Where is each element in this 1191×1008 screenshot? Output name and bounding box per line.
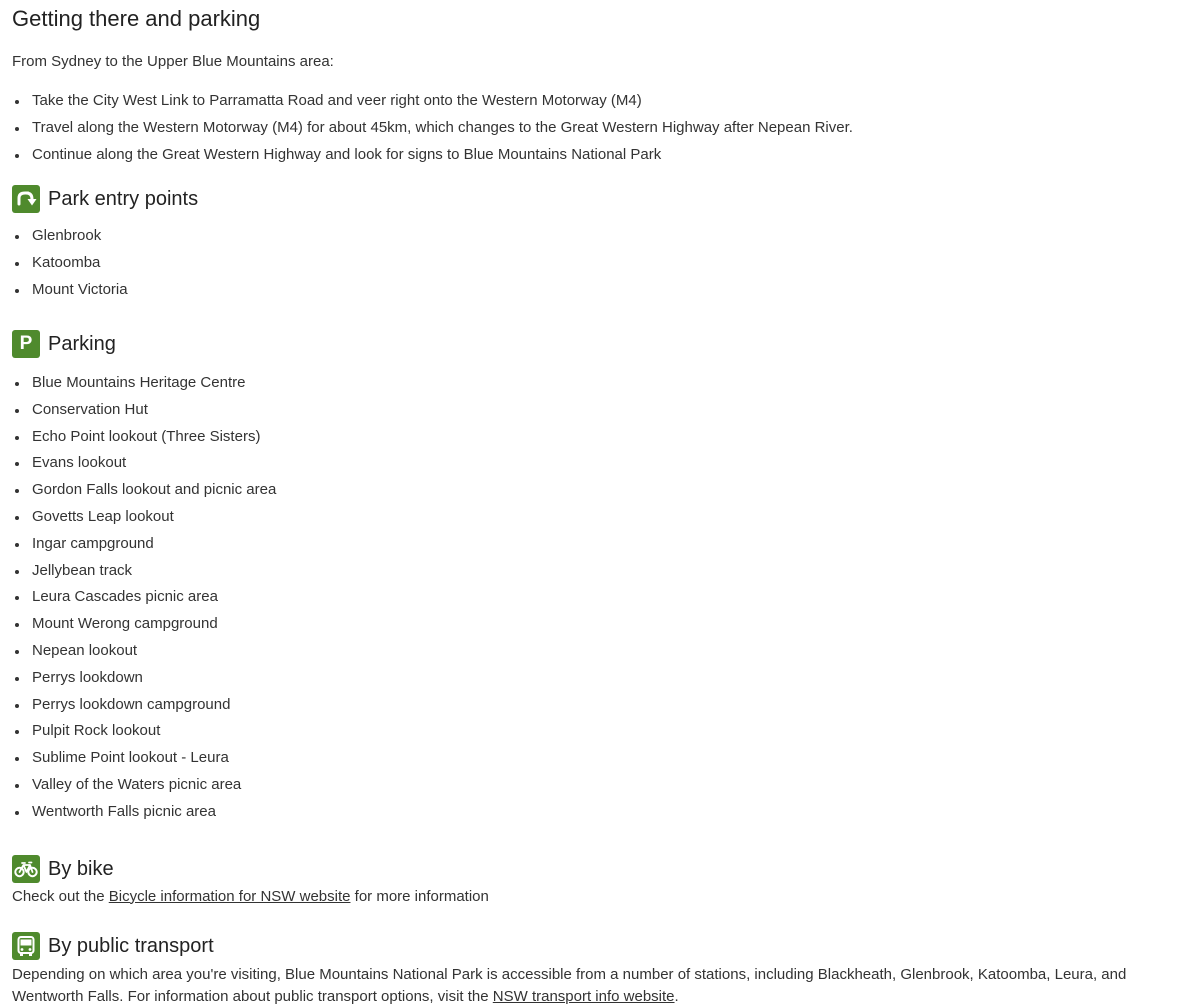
section-title: By bike <box>48 857 114 880</box>
list-item: Evans lookout <box>12 453 1187 480</box>
list-item: Blue Mountains Heritage Centre <box>12 373 1187 400</box>
list-item: Nepean lookout <box>12 641 1187 668</box>
bike-text-before: Check out the <box>12 887 109 905</box>
parking-icon-letter: P <box>19 333 33 354</box>
list-item: Leura Cascades picnic area <box>12 587 1187 614</box>
list-item: Jellybean track <box>12 561 1187 588</box>
list-item: Perrys lookdown campground <box>12 695 1187 722</box>
transport-text-before: Depending on which area you're visiting, Blue Mountains National Park is accessible from a number of stations, including Blackheath, Glenbrook, Katoomba, Leura, and Wentworth Falls. For information about public transport options, visit the <box>12 965 1127 1005</box>
list-item: Perrys lookdown <box>12 668 1187 695</box>
list-item: Conservation Hut <box>12 400 1187 427</box>
bicycle-icon <box>12 855 40 883</box>
section-title: Park entry points <box>48 188 199 210</box>
bicycle-info-link[interactable]: Bicycle information for NSW website <box>108 887 351 905</box>
parking-list <box>12 373 1187 829</box>
list-item: Glenbrook <box>12 226 1187 253</box>
list-item: Sublime Point lookout - Leura <box>12 748 1187 775</box>
list-item: Take the City West Link to Parramatta Road and veer right onto the Western Motorway (M4) <box>12 91 1187 118</box>
transport-text-after: . <box>674 987 679 1005</box>
turn-arrow-icon <box>12 185 40 213</box>
list-item: Ingar campground <box>12 534 1187 561</box>
bike-text-after: for more information <box>350 887 489 905</box>
list-item: Gordon Falls lookout and picnic area <box>12 480 1187 507</box>
list-item: Travel along the Western Motorway (M4) for about 45km, which changes to the Great Western Highway after Nepean River. <box>12 118 1187 145</box>
list-item: Mount Victoria <box>12 280 1187 307</box>
transport-info-text <box>12 964 1187 1008</box>
page-content <box>12 0 1187 1008</box>
list-item: Mount Werong campground <box>12 614 1187 641</box>
parking-icon <box>12 330 40 358</box>
park-entry-points-heading <box>12 184 1187 214</box>
list-item: Katoomba <box>12 253 1187 280</box>
list-item: Continue along the Great Western Highway and look for signs to Blue Mountains National Park <box>12 145 1187 172</box>
parking-heading <box>12 329 1187 359</box>
list-item: Wentworth Falls picnic area <box>12 802 1187 829</box>
list-item: Valley of the Waters picnic area <box>12 775 1187 802</box>
list-item: Pulpit Rock lookout <box>12 721 1187 748</box>
page-title: Getting there and parking <box>12 6 261 31</box>
by-bike-heading <box>12 854 1187 884</box>
nsw-transport-info-link[interactable]: NSW transport info website <box>492 987 675 1005</box>
section-title: Parking <box>48 333 116 355</box>
intro-text: From Sydney to the Upper Blue Mountains area: <box>12 53 334 70</box>
section-title: By public transport <box>48 934 214 957</box>
bus-icon <box>12 932 40 960</box>
by-public-transport-heading <box>12 931 1187 961</box>
bike-info-text <box>12 886 1187 908</box>
list-item: Echo Point lookout (Three Sisters) <box>12 427 1187 454</box>
list-item: Govetts Leap lookout <box>12 507 1187 534</box>
entry-points-list <box>12 226 1187 307</box>
route-steps-list <box>12 91 1187 172</box>
